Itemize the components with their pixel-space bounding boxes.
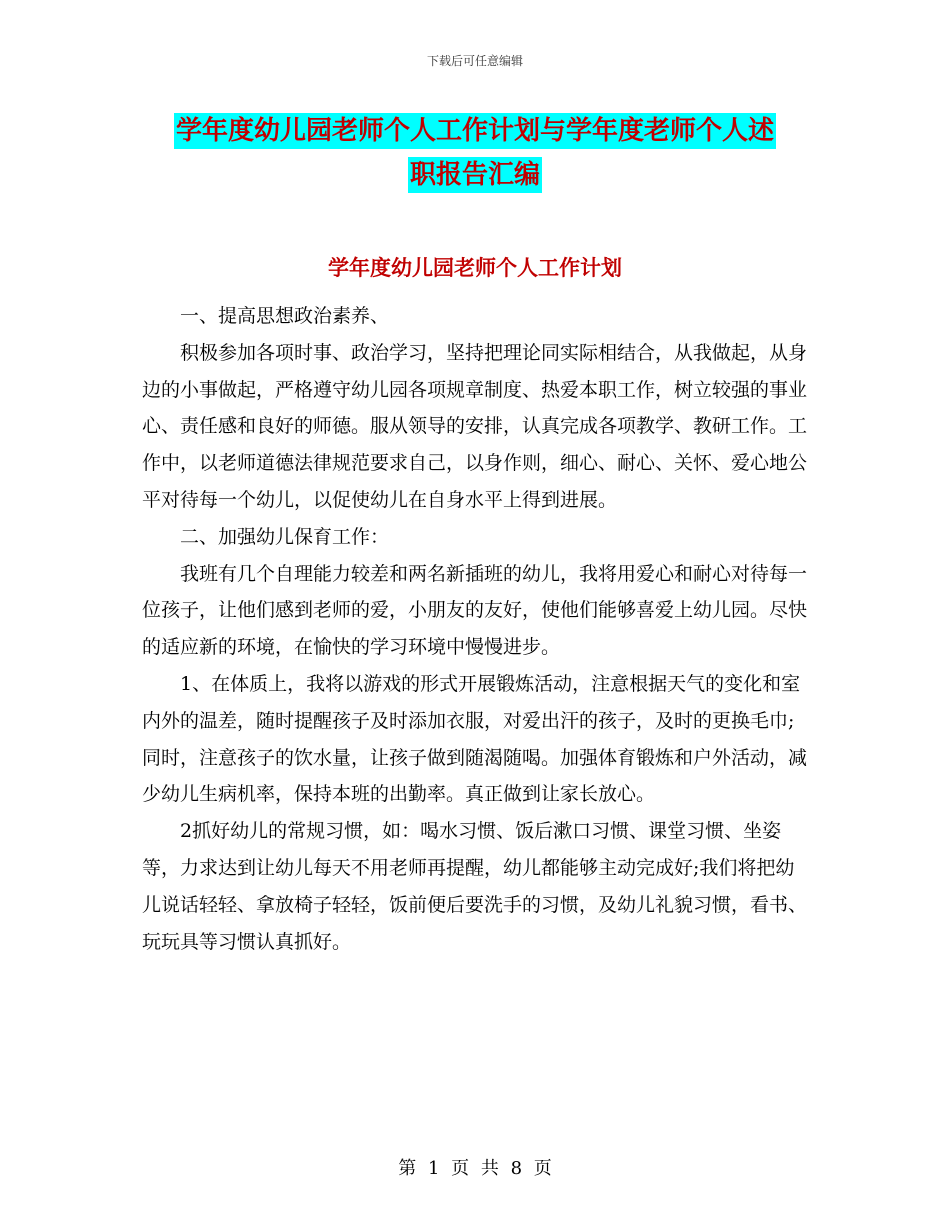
paragraph-heading-2: 二、加强幼儿保育工作：: [180, 525, 390, 548]
title-highlight-2: 职报告汇编: [408, 157, 542, 193]
document-title-line-2: [0, 162, 950, 188]
paragraph-heading-1: 一、提高思想政治素养、: [180, 305, 390, 327]
section-title: 学年度幼儿园老师个人工作计划: [328, 256, 622, 280]
document-body: [142, 298, 812, 960]
paragraph: 2抓好幼儿的常规习惯，如：喝水习惯、饭后漱口习惯、课堂习惯、坐姿等，力求达到让幼儿每天不用老师再提醒，幼儿都能够主动完成好;我们将把幼儿说话轻轻、拿放椅子轻轻，饭前便后要洗手的习惯，及幼儿礼貌习惯，看书、玩玩具等习惯认真抓好。: [142, 820, 808, 953]
paragraph: 我班有几个自理能力较差和两名新插班的幼儿，我将用爱心和耐心对待每一位孩子，让他们感到老师的爱，小朋友的友好，使他们能够喜爱上幼儿园。尽快的适应新的环境，在愉快的学习环境中慢慢进步。: [142, 562, 808, 659]
document-title-line-1: [0, 118, 950, 144]
paragraph: 1、在体质上，我将以游戏的形式开展锻炼活动，注意根据天气的变化和室内外的温差，随时提醒孩子及时添加衣服，对爱出汗的孩子，及时的更换毛巾;同时，注意孩子的饮水量，让孩子做到随渴随喝。加强体育锻炼和户外活动，减少幼儿生病机率，保持本班的出勤率。真正做到让家长放心。: [142, 672, 808, 806]
title-highlight-1: 学年度幼儿园老师个人工作计划与学年度老师个人述: [174, 113, 776, 149]
paragraph: 积极参加各项时事、政治学习，坚持把理论同实际相结合，从我做起，从身边的小事做起，严格遵守幼儿园各项规章制度、热爱本职工作，树立较强的事业心、责任感和良好的师德。服从领导的安排，认真完成各项教学、教研工作。工作中，以老师道德法律规范要求自己，以身作则，细心、耐心、关怀、爱心地公平对待每一个幼儿，以促使幼儿在自身水平上得到进展。: [142, 341, 808, 511]
page-footer: 第 1 页 共 8 页: [398, 1158, 552, 1179]
header-note: 下载后可任意编辑: [426, 54, 523, 68]
